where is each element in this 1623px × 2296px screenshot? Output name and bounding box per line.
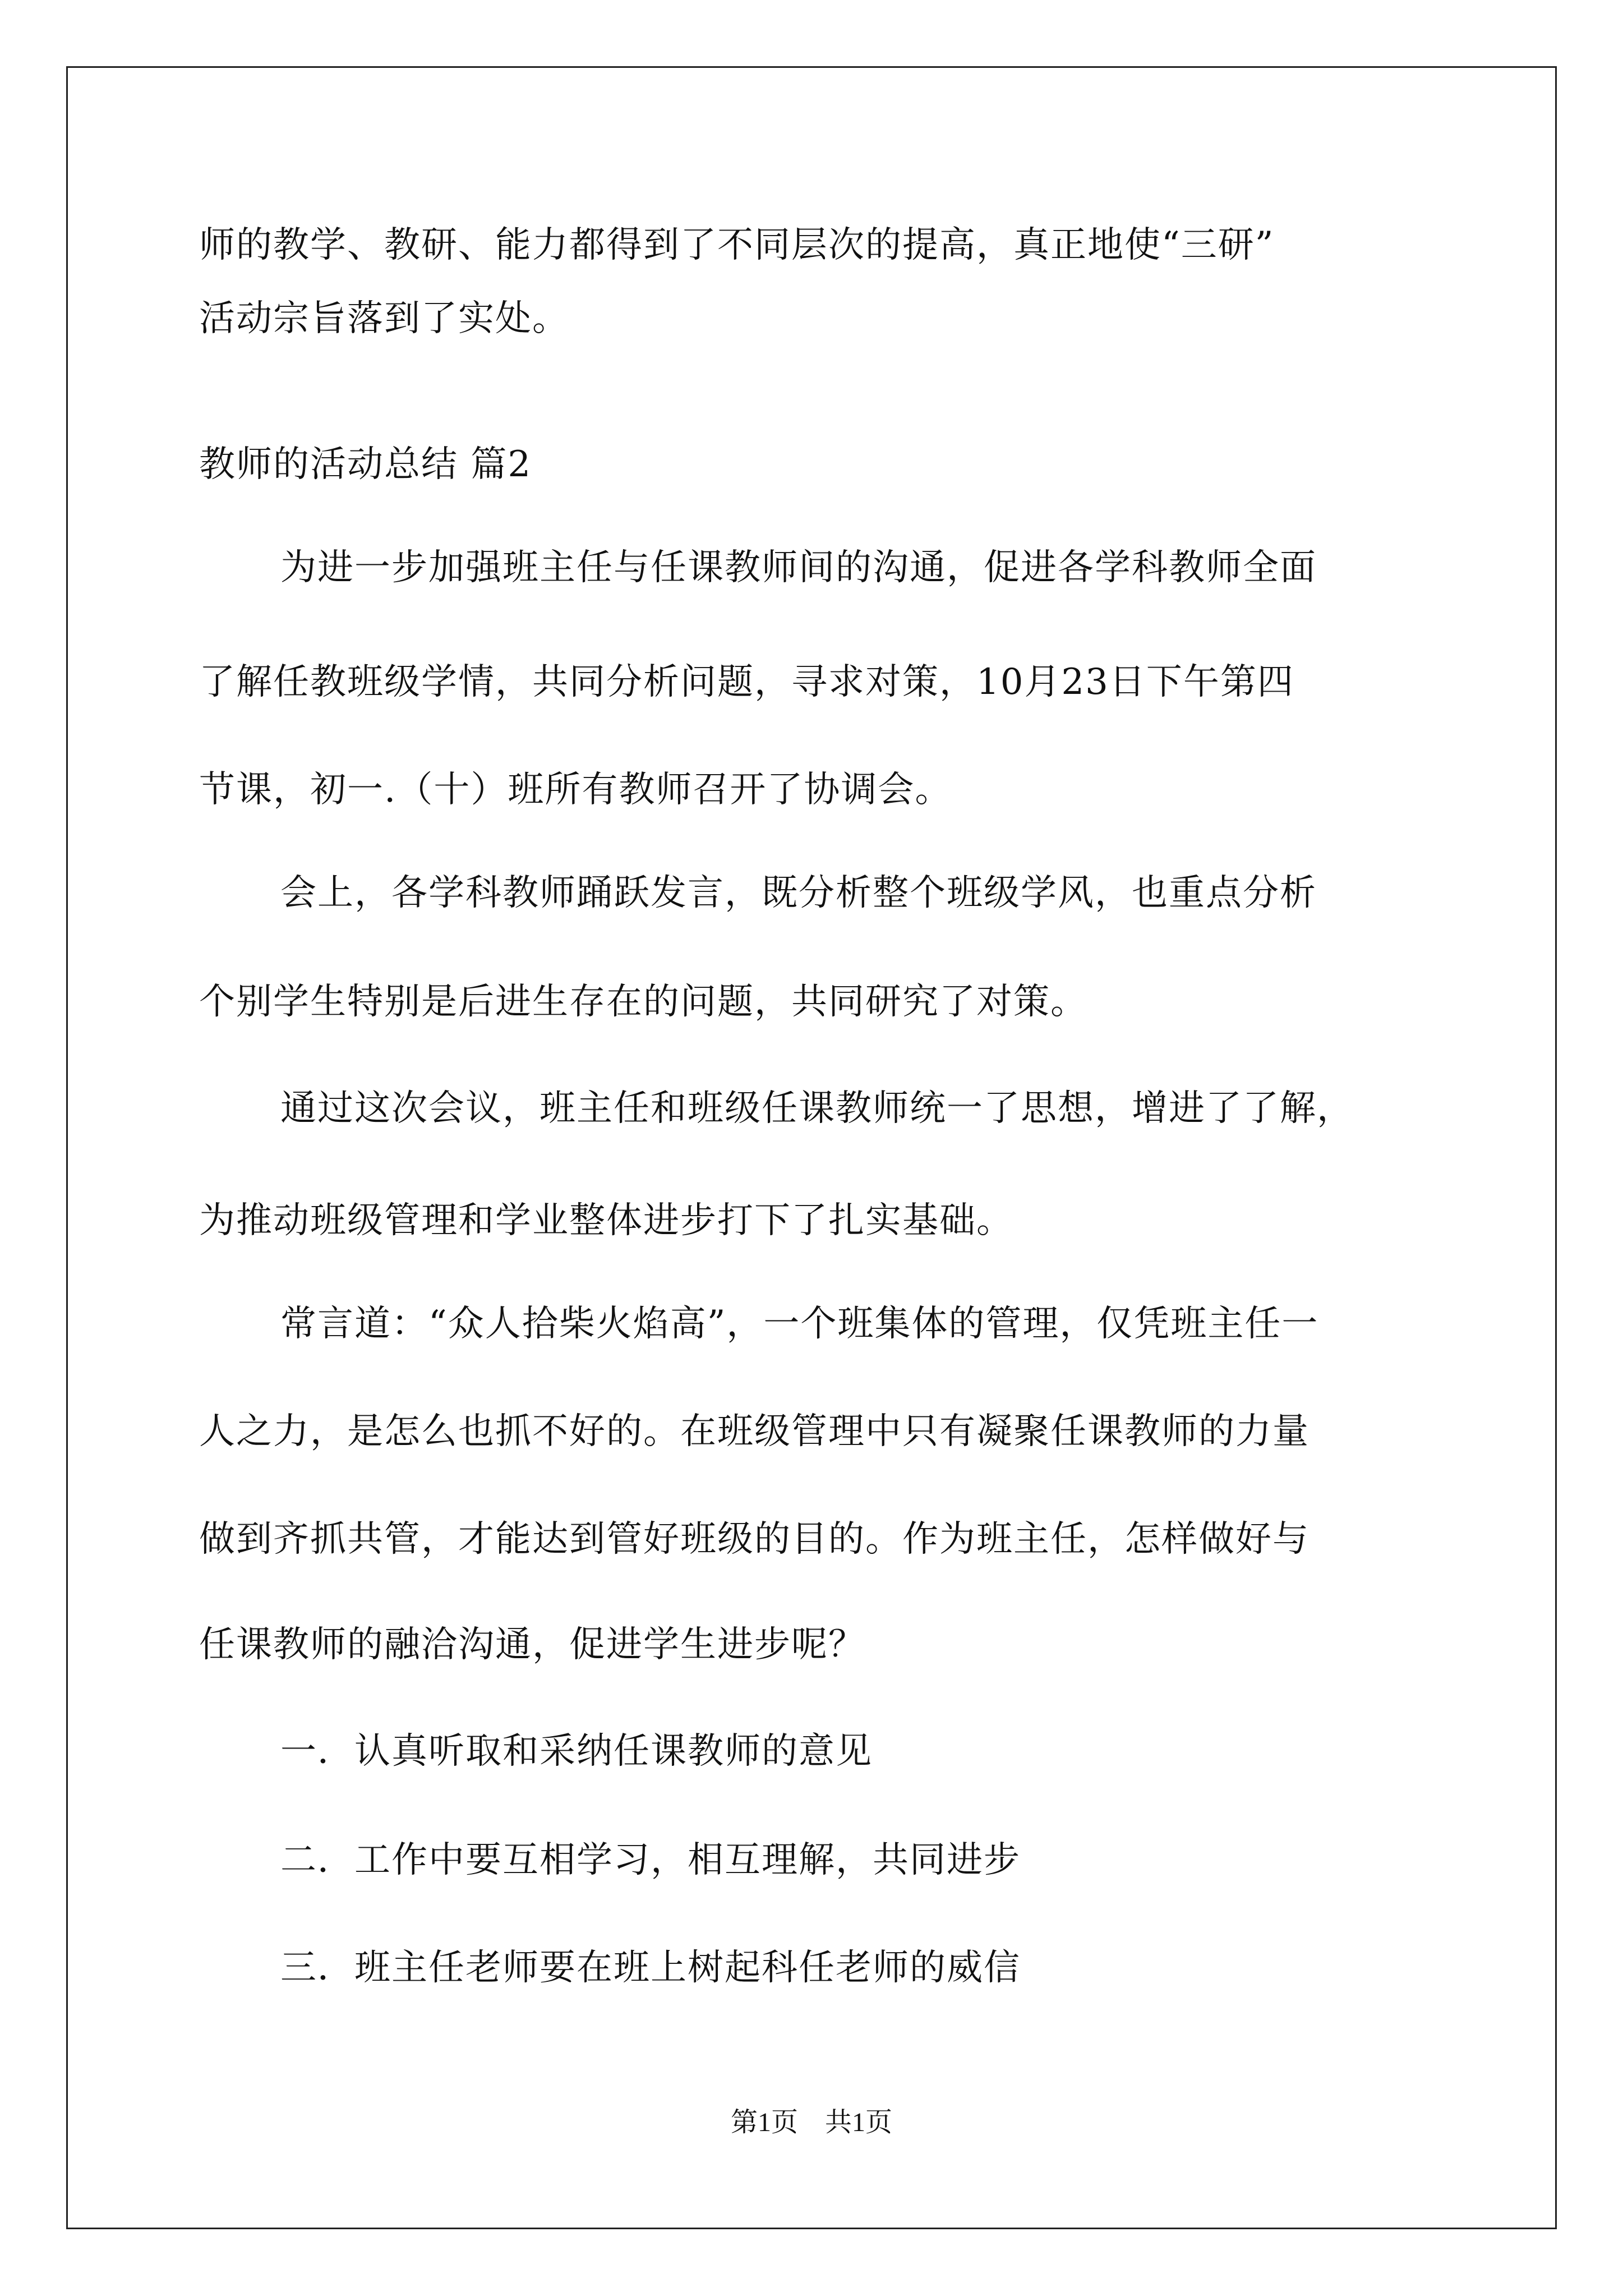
body-text-line: 通过这次会议，班主任和班级任课教师统一了思想，增进了了解，: [280, 1088, 1354, 1129]
body-text-line: 个别学生特别是后进生存在的问题，共同研究了对策。: [199, 981, 1087, 1023]
list-item: 二．工作中要互相学习，相互理解，共同进步: [280, 1839, 1021, 1881]
page-footer: [0, 2100, 1623, 2139]
page-border: [66, 66, 1557, 2229]
body-text-line: 为进一步加强班主任与任课教师间的沟通，促进各学科教师全面: [280, 547, 1317, 588]
body-text-line: 师的教学、教研、能力都得到了不同层次的提高，真正地使“三研”: [199, 224, 1275, 266]
section-heading: 教师的活动总结 篇2: [199, 444, 532, 485]
body-text-line: 做到齐抓共管，才能达到管好班级的目的。作为班主任，怎样做好与: [199, 1519, 1310, 1560]
body-text-line: 人之力，是怎么也抓不好的。在班级管理中只有凝聚任课教师的力量: [199, 1411, 1310, 1452]
body-text-line: 任课教师的融洽沟通，促进学生进步呢？: [199, 1624, 865, 1665]
body-text-line: 为推动班级管理和学业整体进步打下了扎实基础。: [199, 1200, 1013, 1241]
page-number: 第1页: [730, 2108, 798, 2137]
body-text-line: 了解任教班级学情，共同分析问题，寻求对策，10月23日下午第四: [199, 661, 1294, 703]
list-item: 三．班主任老师要在班上树起科任老师的威信: [280, 1947, 1021, 1989]
list-item: 一．认真听取和采纳任课教师的意见: [280, 1731, 873, 1772]
page-total: 共1页: [825, 2108, 893, 2137]
body-text-line: 活动宗旨落到了实处。: [199, 298, 569, 339]
body-text-line: 节课，初一.（十）班所有教师召开了协调会。: [199, 769, 952, 811]
body-text-line: 常言道：“众人拾柴火焰高”，一个班集体的管理，仅凭班主任一: [280, 1303, 1319, 1345]
body-text-line: 会上，各学科教师踊跃发言，既分析整个班级学风，也重点分析: [280, 872, 1317, 914]
